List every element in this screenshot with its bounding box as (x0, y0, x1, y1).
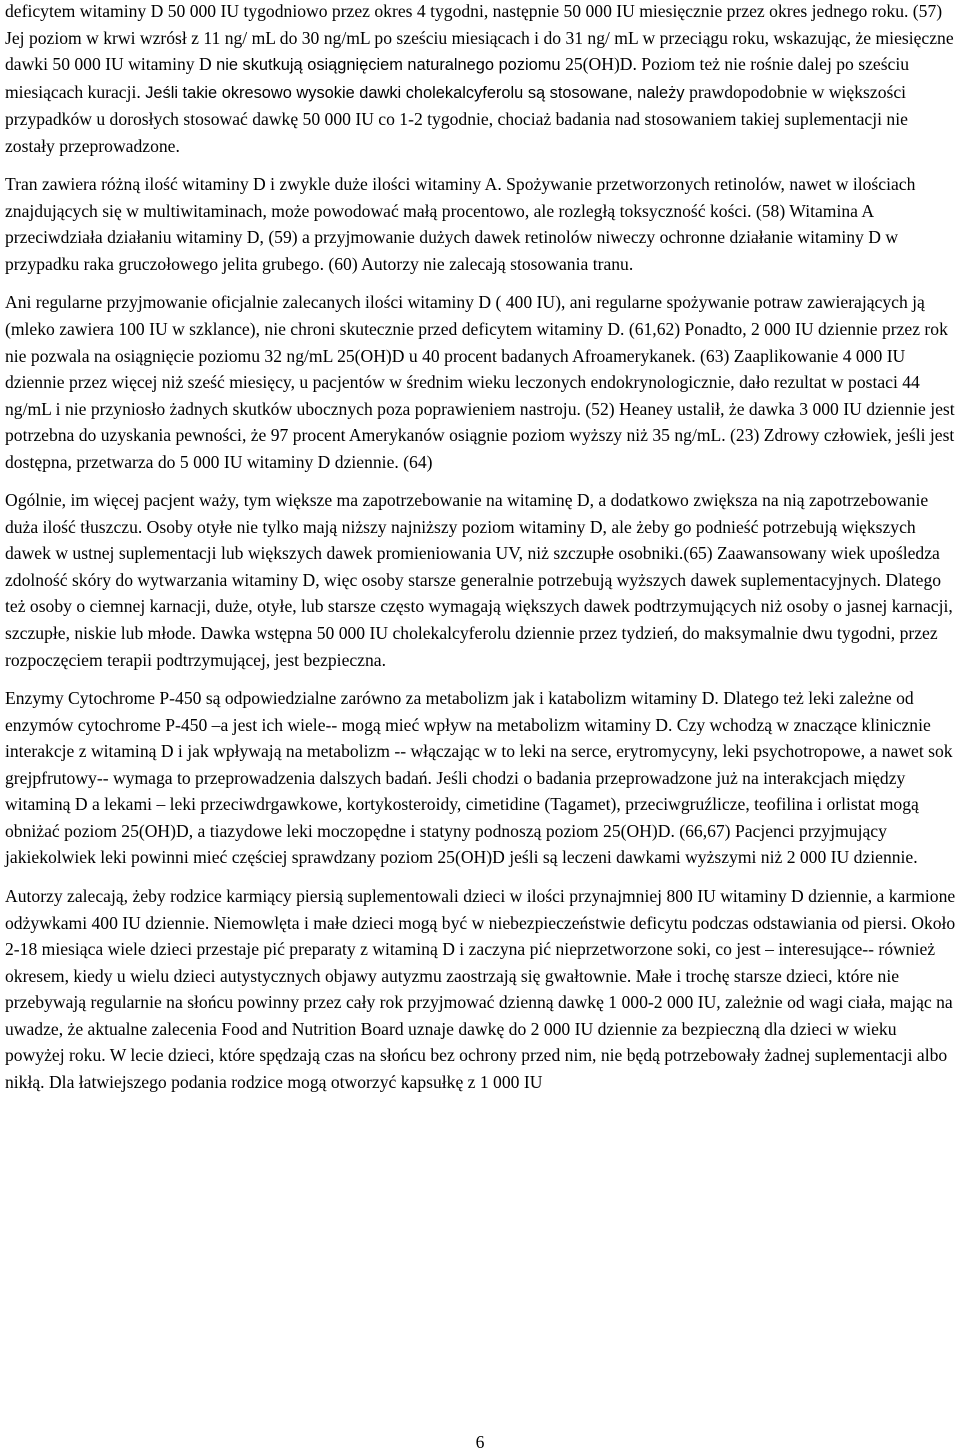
body-paragraph (5, 487, 956, 673)
text-run: 25(OH)D. Poziom też nie rośnie dalej po sześciu miesiącach kuracji. (5, 54, 910, 102)
body-paragraph (5, 685, 956, 871)
text-run: deficytem witaminy D 50 000 IU tygodniowo przez okres 4 tygodni, następnie 50 000 IU miesięcznie przez okres jednego roku. (57) Jej poziom w krwi wzrósł z 11 ng/ mL do 30 ng/mL po sześciu miesiącach i do 31 ng/ mL w przeciągu roku, wskazując, że miesięczne dawki 50 000 IU witaminy D (5, 1, 954, 75)
page-number: 6 (475, 1432, 485, 1452)
document-body (5, 0, 956, 1095)
text-run: nie skutkują osiągnięciem naturalnego poziomu (216, 56, 566, 75)
text-run: Jeśli takie okresowo wysokie dawki cholekalcyferolu są stosowane, należy (145, 83, 690, 102)
text-run: Ani regularne przyjmowanie oficjalnie zalecanych ilości witaminy D ( 400 IU), ani regularne spożywanie potraw zawierających ją (mleko zawiera 100 IU w szklance), nie chroni skutecznie przed deficytem witaminy D. (61,62) Ponadto, 2 000 IU dziennie przez rok nie pozwala na osiągnięcie poziomu 32 ng/mL 25(OH)D u 40 procent badanych Afroamerykanek. (63) Zaaplikowanie 4 000 IU dziennie przez więcej niż sześć miesięcy, u pacjentów w średnim wieku leczonych endokrynologicznie, dało rezultat w postaci 44 ng/mL i nie przyniosło żadnych skutków ubocznych poza poprawieniem nastroju. (52) Heaney ustalił, że dawka 3 000 IU dziennie jest potrzebna do uzyskania pewności, że 97 procent Amerykanów osiągnie poziom wyższy niż 35 ng/mL. (23) Zdrowy człowiek, jeśli jest dostępna, przetwarza do 5 000 IU witaminy D dziennie. (64) (5, 292, 955, 472)
text-run: prawdopodobnie w większości przypadków u dorosłych stosować dawkę 50 000 IU co 1-2 tygodnie, chociaż badania nad stosowaniem takiej suplementacji nie zostały przeprowadzone. (5, 81, 908, 156)
body-paragraph (5, 883, 956, 1095)
text-run: Tran zawiera różną ilość witaminy D i zwykle duże ilości witaminy A. Spożywanie przetworzonych retinolów, nawet w ilościach znajdujących się w multiwitaminach, może powodować małą procentowo, ale rozległą toksyczność kości. (58) Witamina A przeciwdziała działaniu witaminy D, (59) a przyjmowanie dużych dawek retinolów niweczy ochronne działanie witaminy D w przypadku raka gruczołowego jelita grubego. (60) Autorzy nie zalecają stosowania tranu. (5, 174, 916, 274)
text-run: Ogólnie, im więcej pacjent waży, tym większe ma zapotrzebowanie na witaminę D, a dodatkowo zwiększa na nią zapotrzebowanie duża ilość tłuszczu. Osoby otyłe nie tylko mają niższy najniższy poziom witaminy D, ale żeby go podnieść potrzebują większych dawek w ustnej suplementacji lub większych dawek promieniowania UV, niż szczupłe osobniki.(65) Zaawansowany wiek upośledza zdolność skóry do wytwarzania witaminy D, więc osoby starsze generalnie potrzebują wyższych dawek suplementacyjnych. Dlatego też osoby o ciemnej karnacji, duże, otyłe, lub starsze często wymagają większych dawek podtrzymujących niż osoby o jasnej karnacji, szczupłe, niskie lub młode. Dawka wstępna 50 000 IU cholekalcyferolu dziennie przez tydzień, do maksymalnie dwu tygodni, przez rozpoczęciem terapii podtrzymującej, jest bezpieczna. (5, 490, 953, 670)
body-paragraph (5, 0, 956, 159)
body-paragraph (5, 171, 956, 277)
body-paragraph (5, 289, 956, 475)
text-run: Enzymy Cytochrome P-450 są odpowiedzialne zarówno za metabolizm jak i katabolizm witaminy D. Dlatego też leki zależne od enzymów cytochrome P-450 –a jest ich wiele-- mogą mieć wpływ na metabolizm witaminy D. Czy wchodzą w znaczące klinicznie interakcje z witaminą D i jak wpływają na metabolizm -- włączając w to leki na serce, erytromycyny, leki psychotropowe, a nawet sok grejpfrutowy-- wymaga to przeprowadzenia dalszych badań. Jeśli chodzi o badania przeprowadzone już na interakcjach między witaminą D a lekami – leki przeciwdrgawkowe, kortykosteroidy, cimetidine (Tagamet), przeciwgruźlicze, teofilina i orlistat mogą obniżać poziom 25(OH)D, a tiazydowe leki moczopędne i statyny podnoszą poziom 25(OH)D. (66,67) Pacjenci przyjmujący jakiekolwiek leki powinni mieć częściej sprawdzany poziom 25(OH)D jeśli są leczeni dawkami wyższymi niż 2 000 IU dziennie. (5, 688, 953, 868)
text-run: Autorzy zalecają, żeby rodzice karmiący piersią suplementowali dzieci w ilości przynajmniej 800 IU witaminy D dziennie, a karmione odżywkami 400 IU dziennie. Niemowlęta i małe dzieci mogą być w niebezpieczeństwie deficytu podczas odstawiania od piersi. Około 2-18 miesiąca wiele dzieci przestaje pić preparaty z witaminą D i zaczyna pić nieprzetworzone soki, co jest – interesujące-- również okresem, kiedy u wielu dzieci autystycznych objawy autyzmu zaostrzają się gwałtownie. Małe i trochę starsze dzieci, które nie przebywają regularnie na słońcu powinny przez cały rok przyjmować dzienną dawkę 1 000-2 000 IU, zależnie od wagi ciała, mając na uwadze, że aktualne zalecenia Food and Nutrition Board uznaje dawkę do 2 000 IU dziennie za bezpieczną dla dzieci w wieku powyżej roku. W lecie dzieci, które spędzają czas na słońcu bez ochrony przed nim, nie będą potrzebowały żadnej suplementacji albo nikłą. Dla łatwiejszego podania rodzice mogą otworzyć kapsułkę z 1 000 IU (5, 885, 956, 1092)
